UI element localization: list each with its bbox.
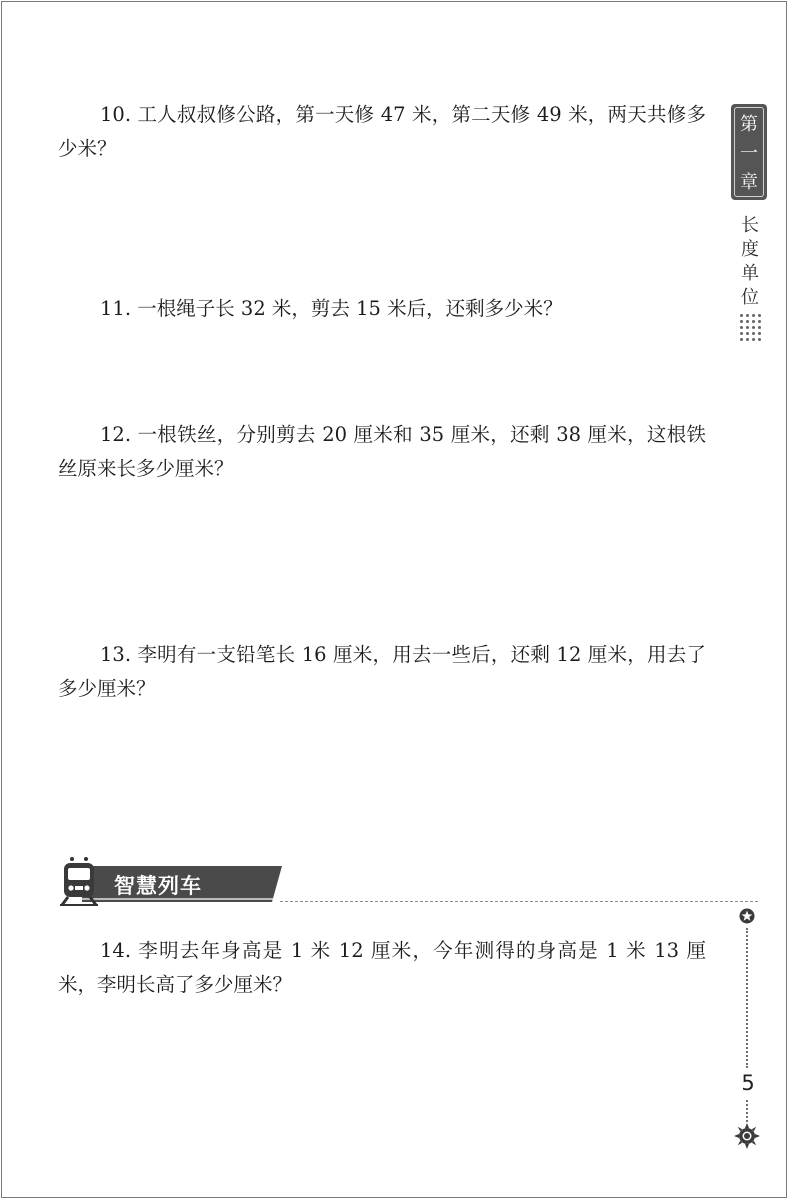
question-14: 14. 李明去年身高是 1 米 12 厘米，今年测得的身高是 1 米 13 厘米，李明长高了多少厘米？ <box>58 939 706 996</box>
question-11: 11. 一根绳子长 32 米，剪去 15 米后，还剩多少米？ <box>100 297 563 320</box>
section-header-wisdom-train <box>56 856 706 908</box>
section-label: 智慧列车 <box>114 874 202 898</box>
chapter-tab-char: 章 <box>740 172 758 194</box>
question-13: 13. 李明有一支铅笔长 16 厘米，用去一些后，还剩 12 厘米，用去了多少厘米？ <box>58 643 706 700</box>
chapter-tab-char: 第 <box>740 113 758 135</box>
sun-icon <box>733 1122 761 1150</box>
page-number-dotted-line <box>746 928 748 1068</box>
dot-grid-ornament <box>740 314 762 346</box>
page-number-dotted-line-lower <box>746 1100 748 1122</box>
chapter-title: 长度单位 <box>741 215 759 308</box>
page-border <box>1 1 787 1198</box>
page-number: 5 <box>741 1071 755 1095</box>
chapter-tab <box>731 104 767 200</box>
chapter-tab-char: 一 <box>740 142 758 164</box>
section-divider <box>280 901 758 902</box>
star-icon <box>738 907 756 925</box>
question-12: 12. 一根铁丝，分别剪去 20 厘米和 35 厘米，还剩 38 厘米，这根铁丝原来长多少厘米？ <box>58 423 706 480</box>
question-10: 10. 工人叔叔修公路，第一天修 47 米，第二天修 49 米，两天共修多少米？ <box>58 103 706 160</box>
train-icon <box>58 856 100 906</box>
